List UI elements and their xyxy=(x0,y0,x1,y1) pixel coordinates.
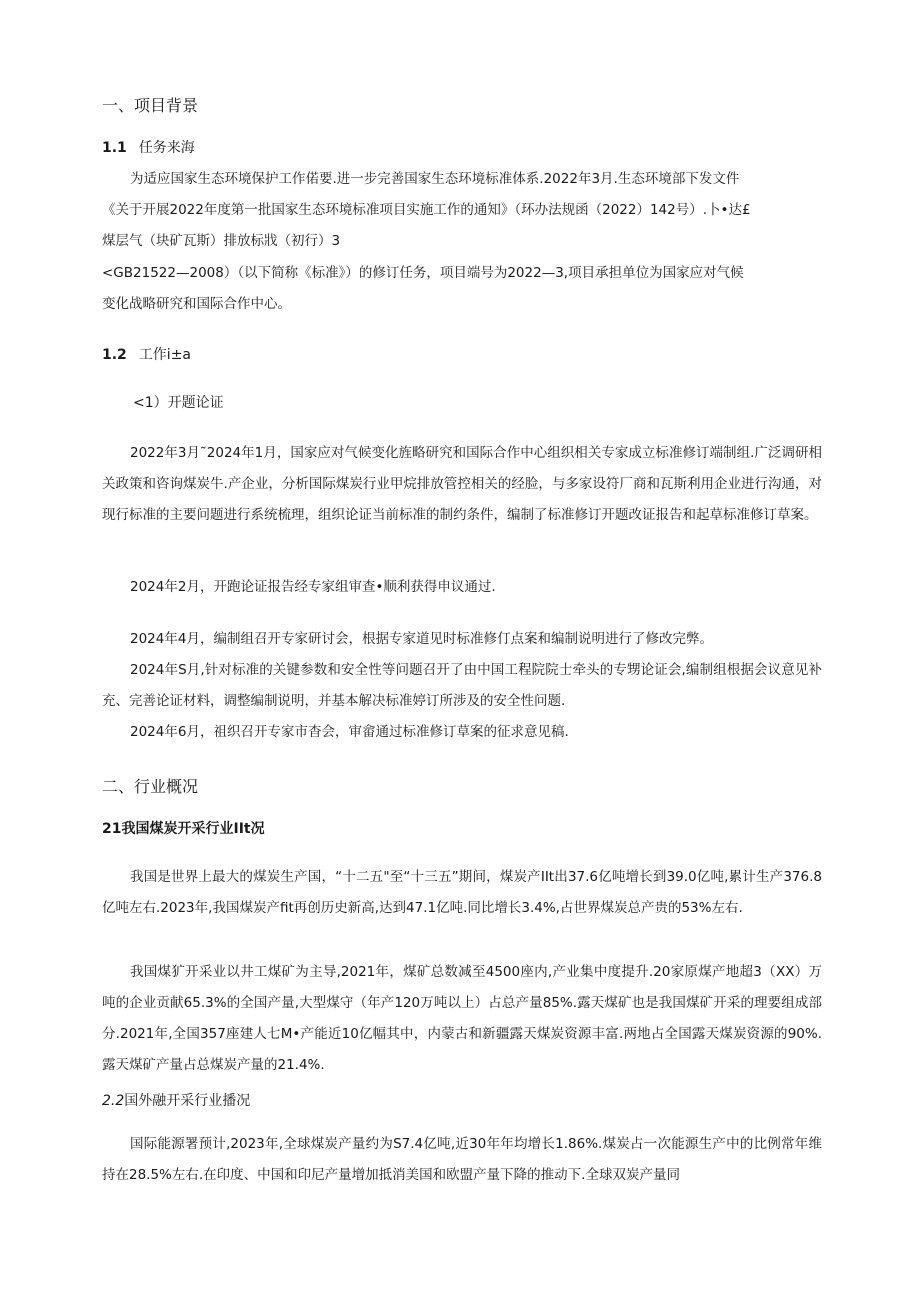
paragraph-line: 变化战略研究和国际合作中心。 xyxy=(102,296,291,312)
paragraph: 2024年S月,针对标准的关键参数和安全性等问题召开了由中国工程院院士牵头的专甥论证会,编制组根据会议意见补充、完善论证材料，调整编制说明，并基本解决标准婷订所涉及的安全性问题. xyxy=(102,662,822,709)
subsection-1-1-title: 任务来海 xyxy=(138,140,195,156)
subsection-1-2-heading xyxy=(102,346,191,364)
paragraph: 我国是世界上最大的煤炭生产国，“十二五"至“十三五”期间，煤炭产IIt出37.6亿吨增长到39.0亿吨,累计生产376.8亿吨左右.2023年,我国煤炭产fit再创历史新高,达到47.1亿吨.同比增长3.4%,占世界煤炭总产贵的53%左右. xyxy=(102,869,822,916)
paragraph: 2024年4月，编制组召开专家研讨会，根据专家道见时标准修仃点案和编制说明进行了修改完弊。 xyxy=(130,631,713,647)
subsection-item-heading: <1）开题论证 xyxy=(133,395,224,411)
subsection-1-2-title: 工作i±a xyxy=(138,347,192,363)
subsection-1-1-heading xyxy=(102,139,195,157)
paragraph-line: <GB21522—2008）（以下简称《标准》）的修订任务，项目端号为2022—3,项目承担单位为国家应对气候 xyxy=(102,265,744,281)
subsection-2-2-heading xyxy=(102,1092,250,1110)
subsection-1-2-number: 1.2 xyxy=(102,347,127,363)
paragraph: 国际能源署预计,2023年,全球煤炭产量约为S7.4亿吨,近30年年均增长1.86%.煤炭占一次能源生产中的比例常年维持在28.5%左右.在印度、中国和印尼产量增加抵消美国和欧盟产量下降的推动下.全球双炭产量同 xyxy=(102,1136,822,1183)
paragraph: 2022年3月˜2024年1月，国家应对气候变化旌略研究和国际合作中心组织相关专家成立标准修订端制组.广泛调研相关政策和咨询煤炭牛.产企业，分析国际煤炭行业甲烷排放管控相关的经脸，与多家设符厂商和瓦斯利用企业进行沟通，对现行标准的主要问题进行系统梳理，组织论证当前标准的制约条件，编制了标准修订开题改证报告和起草标准修订草案。 xyxy=(102,445,822,523)
subsection-1-1-number: 1.1 xyxy=(102,140,127,156)
paragraph-line: 为适应国家生态环境保护工作偌要.进一步完善国家生态环境标准体系.2022年3月.生态环境部下发文件 xyxy=(130,171,740,187)
subsection-2-2-number: 2.2 xyxy=(102,1093,125,1109)
paragraph-line: 煤层气（块矿瓦斯）排放标戕（初行）3 xyxy=(102,233,341,249)
paragraph: 2024年2月，开跑论证报告经专家组审查•顺利获得申议通过. xyxy=(130,579,496,595)
subsection-2-2-title: 国外融开采行业播况 xyxy=(124,1093,251,1109)
paragraph: 2024年6月，祖织召开专家市杳会，审畲通过标准修订草案的征求意见稿. xyxy=(130,724,569,740)
section-2-heading: 二、行业概况 xyxy=(102,777,199,796)
paragraph-line: 《关于开展2022年度第一批国家生态环境标准项目实施工作的通知》（环办法规函（2022）142号）.卜•达£ xyxy=(102,202,751,218)
paragraph: 我国煤犷开采业以井工煤矿为主导,2021年，煤矿总数减至4500座内,产业集中度提升.20家原煤产地超3（XX）万吨的企业贡献65.3%的全国产量,大型煤守（年产120万吨以上）占总产量85%.露天煤矿也是我国煤矿开采的理要组成部分.2021年,全国357座建人七M•产能近10亿幅其中，内蒙古和新疆露天煤炭资源丰富.两地占全国露天煤炭资源的90%.露天煤矿产量占总煤炭产量的21.4%. xyxy=(102,964,822,1073)
section-1-heading: 一、项目背景 xyxy=(102,96,199,115)
subsection-2-1-heading: 21我国煤炭开采行业IIt况 xyxy=(102,821,265,837)
